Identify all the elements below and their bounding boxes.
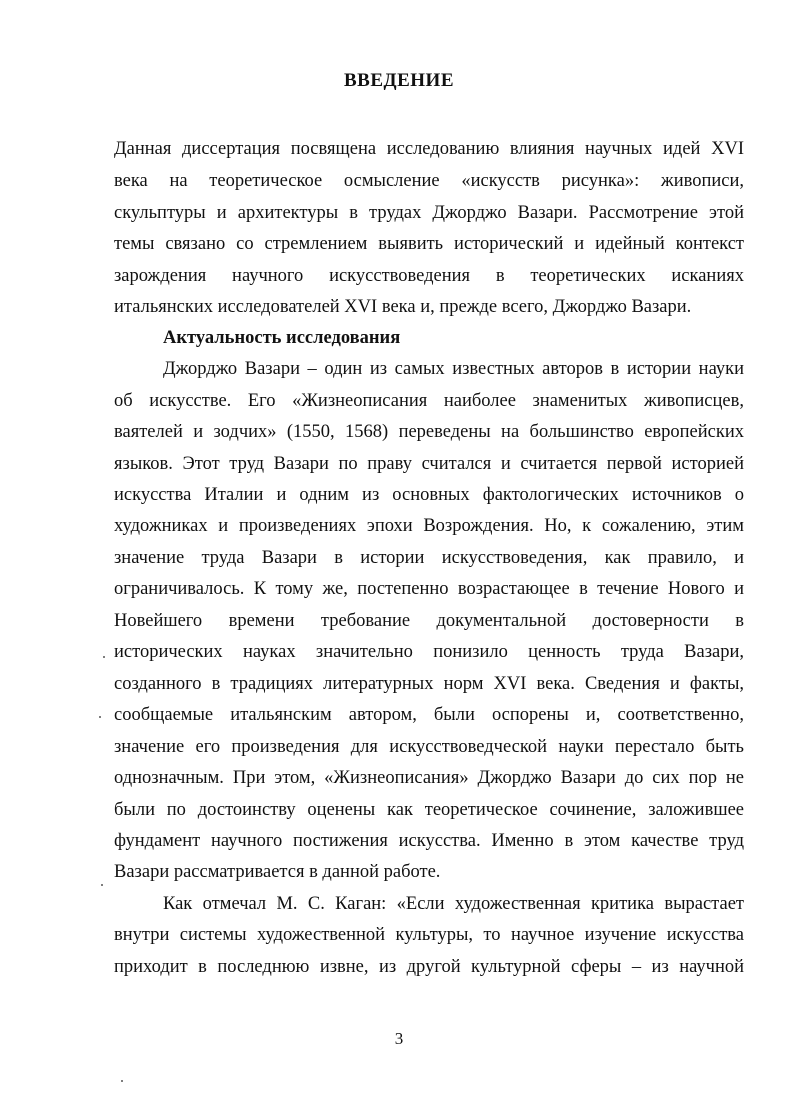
paragraph2-line: об искусстве. Его «Жизнеописания наиболее знаменитых живописцев, [114, 391, 744, 411]
paragraph1-line: скульптуры и архитектуры в трудах Джорджо Вазари. Рассмотрение этой [114, 203, 744, 223]
paragraph2-line: ваятелей и зодчих» (1550, 1568) переведены на большинство европейских [114, 422, 744, 442]
scan-speck [121, 1080, 123, 1082]
scan-speck [103, 656, 105, 658]
paragraph2-line: однозначным. При этом, «Жизнеописания» Джорджо Вазари до сих пор не [114, 768, 744, 788]
paragraph2-line: Джорджо Вазари – один из самых известных авторов в истории науки [163, 359, 744, 379]
paragraph2-line: языков. Этот труд Вазари по праву считался и считается первой историей [114, 454, 744, 474]
paragraph2-line: созданного в традициях литературных норм XVI века. Сведения и факты, [114, 674, 744, 694]
paragraph3-line: приходит в последнюю извне, из другой культурной сферы – из научной [114, 957, 744, 977]
paragraph1-line: темы связано со стремлением выявить исторический и идейный контекст [114, 234, 744, 254]
paragraph2-line: Новейшего времени требование документальной достоверности в [114, 611, 744, 631]
paragraph2-line: значение его произведения для искусствоведческой науки перестало быть [114, 737, 744, 757]
scan-speck [101, 884, 103, 886]
paragraph2-line: исторических науках значительно понизило ценность труда Вазари, [114, 642, 744, 662]
paragraph2-line: были по достоинству оценены как теоретическое сочинение, заложившее [114, 800, 744, 820]
page-title: ВВЕДЕНИЕ [344, 70, 454, 91]
paragraph1-line: века на теоретическое осмысление «искусств рисунка»: живописи, [114, 171, 744, 191]
paragraph2-line: сообщаемые итальянским автором, были оспорены и, соответственно, [114, 705, 744, 725]
paragraph2-line: художниках и произведениях эпохи Возрождения. Но, к сожалению, этим [114, 516, 744, 536]
section-subheading: Актуальность исследования [163, 328, 401, 348]
paragraph2-line: фундамент научного постижения искусства. Именно в этом качестве труд [114, 831, 744, 851]
paragraph1-line: Данная диссертация посвящена исследованию влияния научных идей XVI [114, 139, 744, 159]
paragraph2-line: значение труда Вазари в истории искусствоведения, как правило, и [114, 548, 744, 568]
scan-speck [99, 716, 101, 718]
paragraph1-line: итальянских исследователей XVI века и, прежде всего, Джорджо Вазари. [114, 297, 692, 317]
paragraph3-line: Как отмечал М. С. Каган: «Если художественная критика вырастает [163, 894, 744, 914]
paragraph1-line: зарождения научного искусствоведения в теоретических исканиях [114, 266, 744, 286]
paragraph2-line: искусства Италии и одним из основных фактологических источников о [114, 485, 744, 505]
paragraph2-line: ограничивалось. К тому же, постепенно возрастающее в течение Нового и [114, 579, 744, 599]
page-number: 3 [394, 1029, 404, 1048]
paragraph2-line: Вазари рассматривается в данной работе. [114, 862, 441, 882]
paragraph3-line: внутри системы художественной культуры, то научное изучение искусства [114, 925, 744, 945]
